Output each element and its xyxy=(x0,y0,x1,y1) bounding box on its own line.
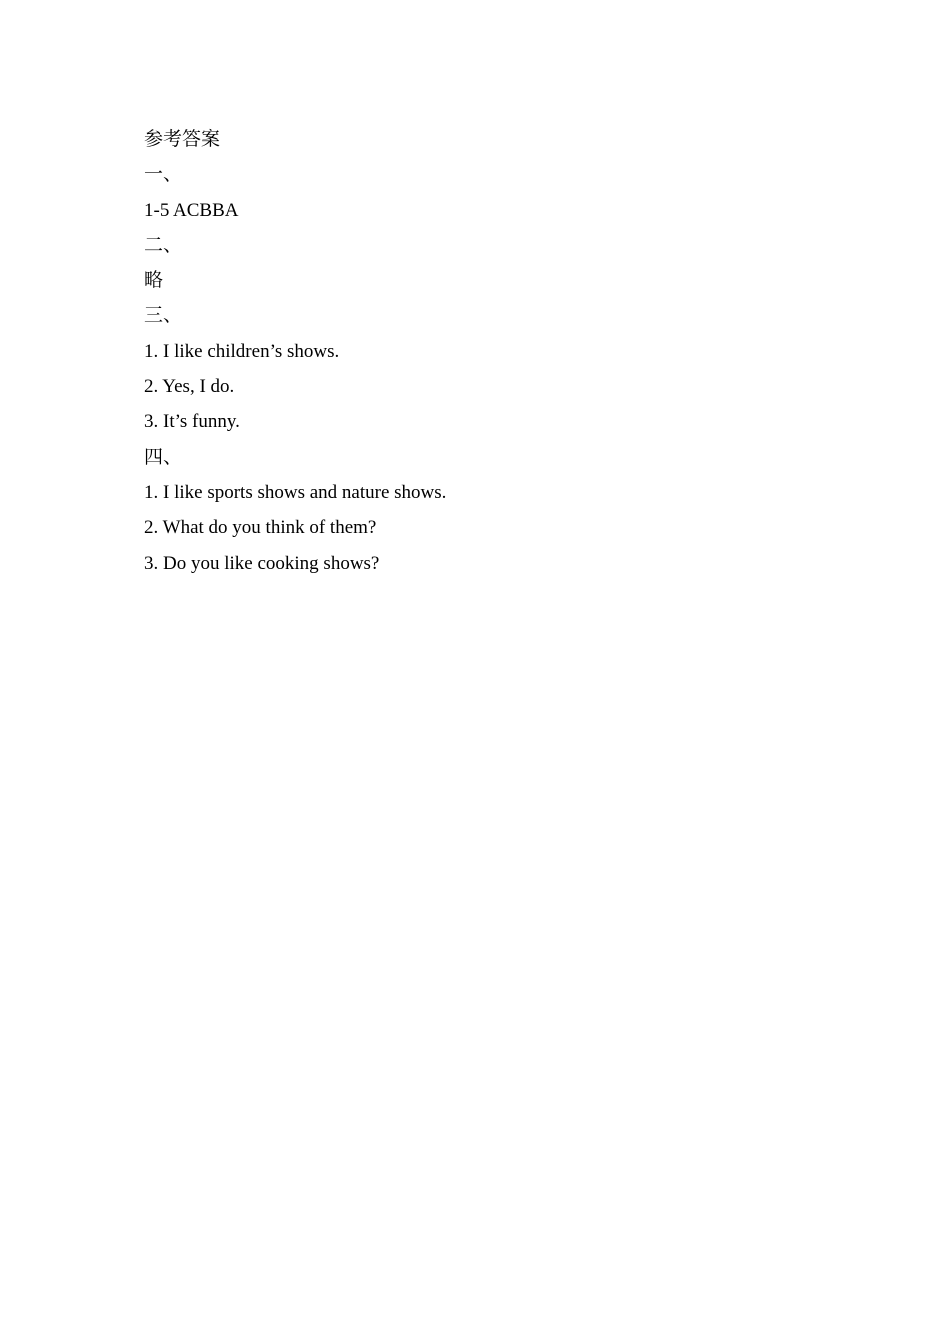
section-heading-4: 四、 xyxy=(144,446,183,468)
answer-line: 2. Yes, I do. xyxy=(144,376,235,398)
answer-line: 略 xyxy=(144,270,164,292)
answer-line: 1-5 ACBBA xyxy=(144,199,239,221)
answer-line: 2. What do you think of them? xyxy=(144,517,377,539)
section-heading-1: 一、 xyxy=(144,164,183,186)
answer-line: 3. It’s funny. xyxy=(144,411,240,433)
answer-line: 1. I like sports shows and nature shows. xyxy=(144,481,447,503)
answer-line: 3. Do you like cooking shows? xyxy=(144,552,380,574)
answer-line: 1. I like children’s shows. xyxy=(144,340,340,362)
answer-key xyxy=(144,122,804,581)
section-heading-3: 三、 xyxy=(144,305,183,327)
section-heading-2: 二、 xyxy=(144,234,183,256)
document-title: 参考答案 xyxy=(144,129,221,150)
